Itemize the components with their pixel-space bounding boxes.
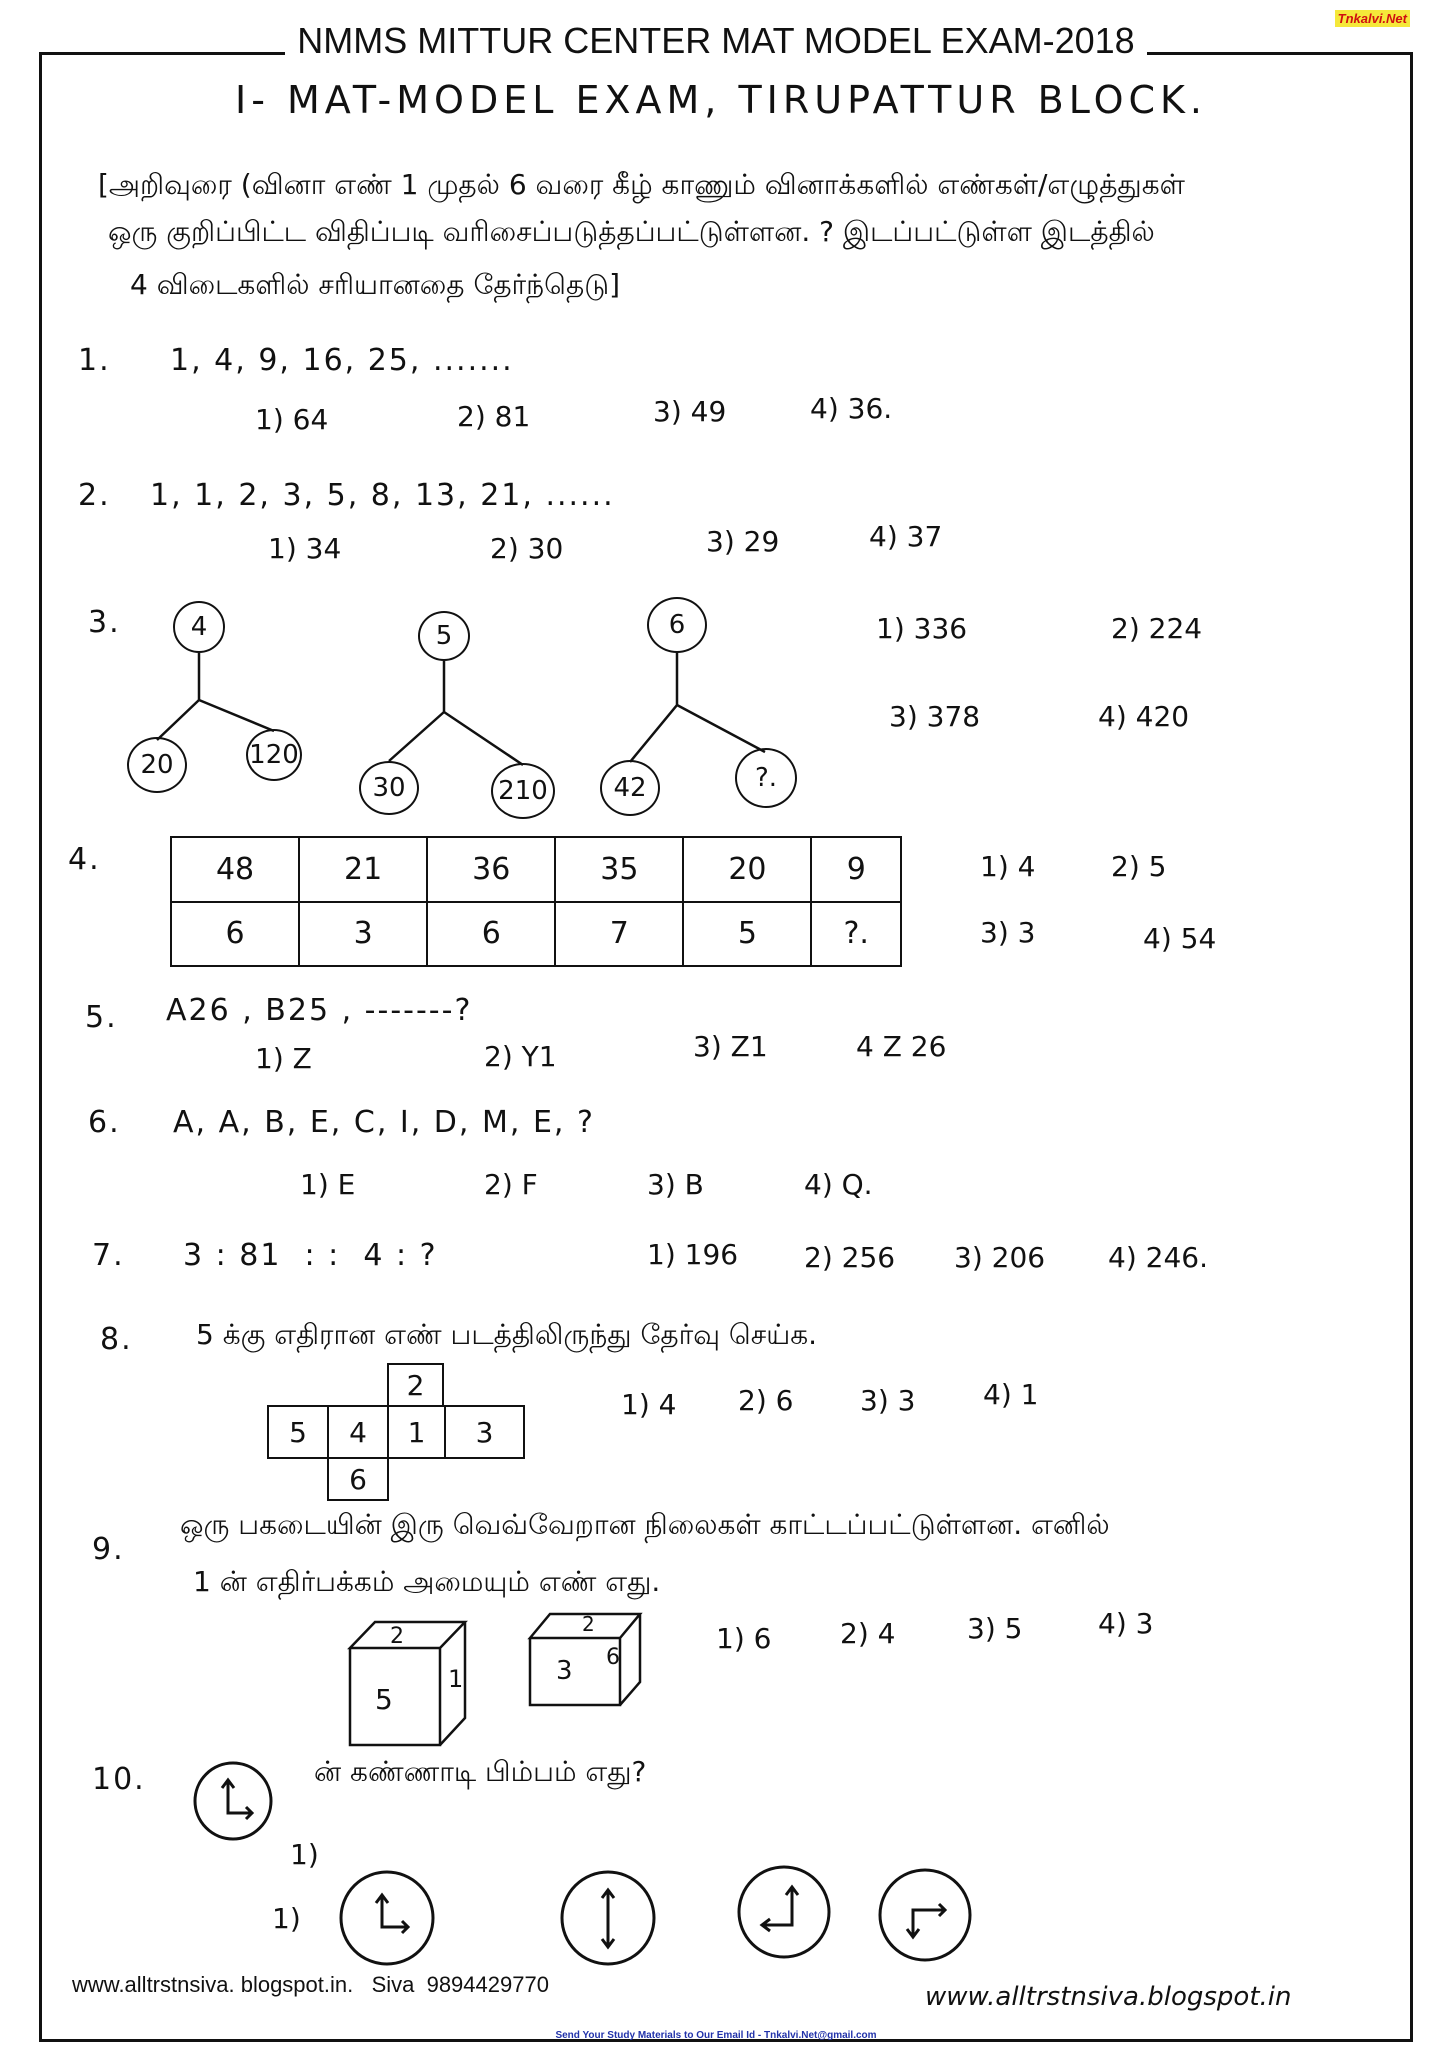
table-cell: 3: [299, 902, 427, 967]
option-2[interactable]: 2) 5: [1111, 850, 1167, 883]
option-3[interactable]: 3) 3: [980, 916, 1036, 949]
clock-option-1-icon[interactable]: [341, 1872, 433, 1964]
table-cell: 5: [683, 902, 811, 967]
option-1[interactable]: 1) 4: [621, 1388, 677, 1421]
table-cell: 9: [811, 837, 901, 902]
net-face: 3: [444, 1405, 525, 1459]
tree-node: 210: [491, 763, 555, 819]
net-face: 6: [327, 1457, 389, 1501]
question-text: 1, 1, 2, 3, 5, 8, 13, 21, ......: [150, 478, 615, 513]
footer-handwritten-website: www.alltrstnsiva.blogspot.in: [925, 1982, 1292, 2012]
footer-email-note: Send Your Study Materials to Our Email Id - Tnkalvi.Net@gmail.com: [555, 2030, 877, 2041]
table-cell: 20: [683, 837, 811, 902]
dice-drawings: [340, 1600, 660, 1760]
table-cell: 35: [555, 837, 683, 902]
question-text: A, A, B, E, C, I, D, M, E, ?: [173, 1105, 595, 1140]
table-cell: 36: [427, 837, 555, 902]
question-number: 5.: [85, 1000, 118, 1035]
question-number: 9.: [92, 1532, 125, 1567]
instruction-line: 4 விடைகளில் சரியானதை தேர்ந்தெடு]: [130, 268, 621, 301]
option-3[interactable]: 3) 49: [653, 395, 727, 428]
clock-options: [330, 1865, 990, 1975]
exam-subtitle: I- MAT-MODEL EXAM, TIRUPATTUR BLOCK.: [235, 78, 1208, 122]
question-number: 1.: [78, 343, 111, 378]
option-4[interactable]: 4) 54: [1143, 922, 1217, 955]
option-1[interactable]: 1) E: [300, 1168, 356, 1201]
option-4[interactable]: 4 Z 26: [856, 1030, 947, 1063]
tree-lines: [0, 0, 1432, 900]
footer-website-text: www.alltrstnsiva. blogspot.in. Siva 9894429770: [72, 1972, 549, 1997]
question-text: ன் கண்ணாடி பிம்பம் எது?: [314, 1755, 647, 1788]
clock-option-2-icon[interactable]: [562, 1872, 654, 1964]
question-number: 10.: [92, 1762, 146, 1797]
option-3[interactable]: 3) B: [647, 1168, 704, 1201]
option-4[interactable]: 4) Q.: [804, 1168, 873, 1201]
option-2[interactable]: 2) 81: [457, 400, 531, 433]
table-cell: ?.: [811, 902, 901, 967]
option-2[interactable]: 2) Y1: [484, 1040, 557, 1073]
die-face: 1: [448, 1665, 464, 1693]
die-face: 2: [390, 1624, 404, 1649]
instruction-line: ஒரு குறிப்பிட்ட விதிப்படி வரிசைப்படுத்தப்பட்டுள்ளன. ? இடப்பட்டுள்ள இடத்தில்: [108, 215, 1155, 248]
option-3[interactable]: 3) 206: [954, 1241, 1046, 1274]
tree-node: 20: [127, 737, 187, 793]
page-title: NMMS MITTUR CENTER MAT MODEL EXAM-2018: [0, 20, 1432, 62]
instruction-line: [அறிவுரை (வினா எண் 1 முதல் 6 வரை கீழ் காணும் வினாக்களில் எண்கள்/எழுத்துகள்: [98, 168, 1185, 201]
option-1[interactable]: 1) 196: [647, 1238, 739, 1271]
table-cell: 48: [171, 837, 299, 902]
option-2[interactable]: 2) 30: [490, 532, 564, 565]
tree-node: 5: [418, 611, 470, 661]
option-4[interactable]: 4) 246.: [1108, 1241, 1208, 1274]
tree-node: 4: [173, 601, 225, 653]
tree-node: 42: [600, 760, 660, 816]
option-3[interactable]: 3) Z1: [693, 1030, 768, 1063]
table-cell: 7: [555, 902, 683, 967]
question-text: 3 : 81 : : 4 : ?: [183, 1238, 438, 1273]
option-3[interactable]: 3) 29: [706, 525, 780, 558]
option-2[interactable]: 2) 6: [738, 1384, 794, 1417]
die-face: 5: [375, 1683, 393, 1716]
net-face: 1: [387, 1405, 446, 1459]
net-face: 2: [387, 1363, 444, 1407]
option-4[interactable]: 4) 36.: [810, 392, 893, 425]
option-1[interactable]: 1) 64: [255, 403, 329, 436]
die-face: 3: [556, 1656, 573, 1686]
question-text: A26 , B25 , -------?: [166, 993, 473, 1028]
option-1[interactable]: 1) 4: [980, 850, 1036, 883]
option-2[interactable]: 2) 4: [840, 1617, 896, 1650]
question-text: ஒரு பகடையின் இரு வெவ்வேறான நிலைகள் காட்டப்பட்டுள்ளன. எனில்: [180, 1508, 1110, 1541]
table-cell: 6: [171, 902, 299, 967]
brand-logo[interactable]: Tnkalvi.Net: [1335, 10, 1410, 27]
net-face: 4: [327, 1405, 389, 1459]
tree-node: ?.: [735, 748, 797, 808]
option-2[interactable]: 2) 256: [804, 1241, 896, 1274]
question-number: 8.: [100, 1322, 133, 1357]
option-4[interactable]: 4) 420: [1098, 700, 1190, 733]
table-cell: 6: [427, 902, 555, 967]
option-4[interactable]: 4) 3: [1098, 1607, 1154, 1640]
tree-node: 120: [246, 729, 302, 781]
option-1[interactable]: 1) 6: [716, 1622, 772, 1655]
tree-node: 30: [359, 761, 419, 815]
option-4[interactable]: 4) 1: [983, 1378, 1039, 1411]
option-4[interactable]: 4) 37: [869, 520, 943, 553]
question-text: 1, 4, 9, 16, 25, .......: [170, 343, 514, 378]
question-number: 6.: [88, 1105, 121, 1140]
question-number: 2.: [78, 478, 111, 513]
clock-question-icon: [190, 1758, 280, 1848]
table-cell: 21: [299, 837, 427, 902]
option-3[interactable]: 3) 378: [889, 700, 981, 733]
question-text: 5 க்கு எதிரான எண் படத்திலிருந்து தேர்வு செய்க.: [196, 1318, 818, 1351]
option-2[interactable]: 2) 224: [1111, 612, 1203, 645]
die-face: 6: [606, 1645, 620, 1670]
net-face: 5: [267, 1405, 329, 1459]
option-3[interactable]: 3) 3: [860, 1384, 916, 1417]
option-1[interactable]: 1) 336: [876, 612, 968, 645]
option-1[interactable]: 1): [272, 1902, 301, 1935]
tree-node: 6: [647, 597, 707, 653]
die-face: 2: [582, 1612, 595, 1636]
clock-option-3-icon[interactable]: [739, 1867, 829, 1957]
option-1[interactable]: 1) 34: [268, 532, 342, 565]
question-text-line2: 1 ன் எதிர்பக்கம் அமையும் எண் எது.: [193, 1565, 661, 1598]
question-number: 3.: [88, 605, 121, 640]
option-marker: 1): [290, 1838, 319, 1871]
clock-option-4-icon[interactable]: [880, 1870, 970, 1960]
option-3[interactable]: 3) 5: [967, 1612, 1023, 1645]
option-2[interactable]: 2) F: [484, 1168, 538, 1201]
option-1[interactable]: 1) Z: [255, 1042, 312, 1075]
question-number: 7.: [92, 1238, 125, 1273]
question-number: 4.: [68, 842, 101, 877]
number-table: [170, 836, 902, 967]
